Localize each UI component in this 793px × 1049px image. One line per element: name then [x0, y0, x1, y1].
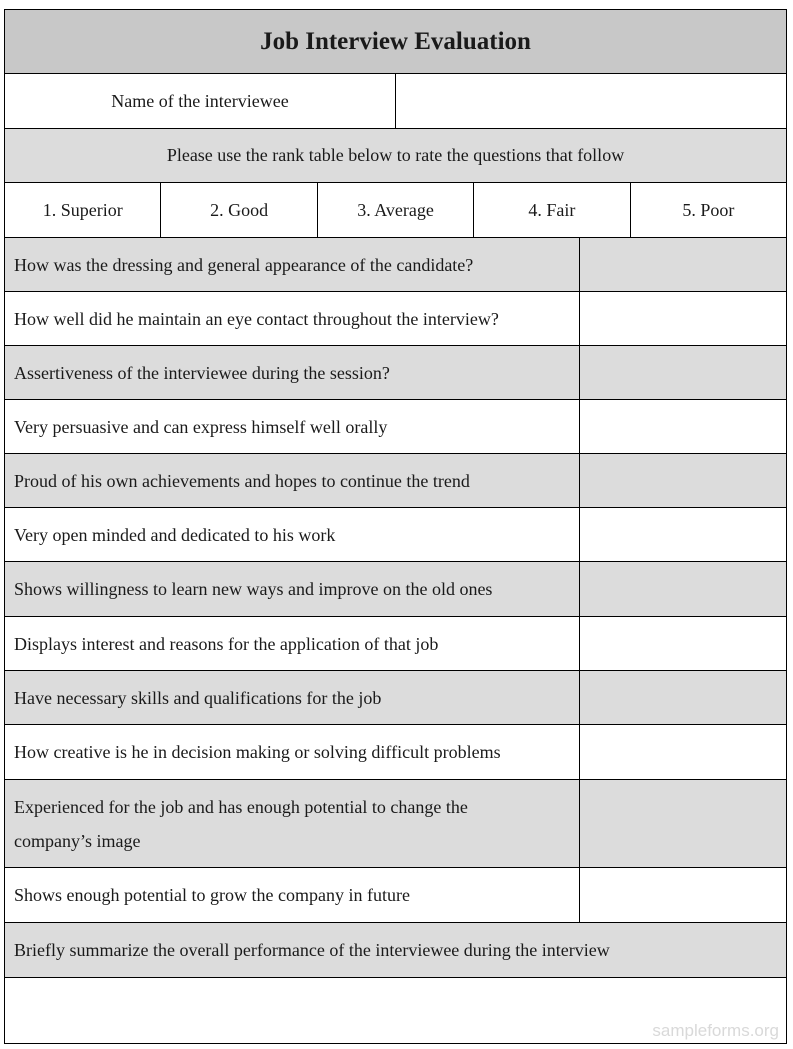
instructions: Please use the rank table below to rate the questions that follow — [5, 129, 786, 183]
question-text: How well did he maintain an eye contact throughout the interview? — [5, 292, 580, 345]
rank-superior: 1. Superior — [5, 183, 161, 237]
form-title: Job Interview Evaluation — [5, 10, 786, 74]
evaluation-form — [4, 9, 787, 1044]
question-row — [5, 454, 786, 508]
rating-input[interactable] — [580, 346, 786, 399]
question-text: How creative is he in decision making or solving difficult problems — [5, 725, 580, 779]
question-text: Proud of his own achievements and hopes to continue the trend — [5, 454, 580, 507]
rank-average: 3. Average — [318, 183, 474, 237]
question-row — [5, 238, 786, 292]
question-text: Have necessary skills and qualifications for the job — [5, 671, 580, 724]
rank-table — [5, 183, 786, 238]
rating-input[interactable] — [580, 454, 786, 507]
question-row — [5, 508, 786, 562]
name-row — [5, 74, 786, 129]
question-row — [5, 346, 786, 400]
question-text: How was the dressing and general appearance of the candidate? — [5, 238, 580, 291]
rating-input[interactable] — [580, 617, 786, 670]
watermark: sampleforms.org — [652, 1021, 779, 1040]
question-row — [5, 671, 786, 725]
rating-input[interactable] — [580, 292, 786, 345]
rank-poor: 5. Poor — [682, 199, 735, 220]
question-row — [5, 780, 786, 868]
question-text: Displays interest and reasons for the application of that job — [5, 617, 580, 670]
rating-input[interactable] — [580, 562, 786, 616]
question-row — [5, 617, 786, 671]
question-text: Assertiveness of the interviewee during the session? — [5, 346, 580, 399]
rating-input[interactable] — [580, 725, 786, 779]
rating-input[interactable] — [580, 238, 786, 291]
rating-input[interactable] — [580, 868, 786, 922]
question-text: Shows willingness to learn new ways and improve on the old ones — [5, 562, 580, 616]
question-text: Very open minded and dedicated to his work — [5, 508, 580, 561]
rating-input[interactable] — [580, 508, 786, 561]
summary-prompt: Briefly summarize the overall performance of the interviewee during the interview — [5, 923, 786, 978]
name-label: Name of the interviewee — [5, 74, 396, 128]
question-row — [5, 725, 786, 780]
question-text: Shows enough potential to grow the company in future — [5, 868, 580, 922]
question-row — [5, 868, 786, 923]
question-text: Very persuasive and can express himself well orally — [5, 400, 580, 453]
rating-input[interactable] — [580, 671, 786, 724]
rank-good: 2. Good — [161, 183, 317, 237]
rank-fair: 4. Fair — [474, 183, 630, 237]
question-text: Experienced for the job and has enough potential to change the company’s image — [5, 780, 580, 867]
question-row — [5, 292, 786, 346]
name-input[interactable] — [396, 74, 786, 128]
question-row — [5, 562, 786, 617]
rating-input[interactable] — [580, 400, 786, 453]
rating-input[interactable] — [580, 780, 786, 867]
question-row — [5, 400, 786, 454]
